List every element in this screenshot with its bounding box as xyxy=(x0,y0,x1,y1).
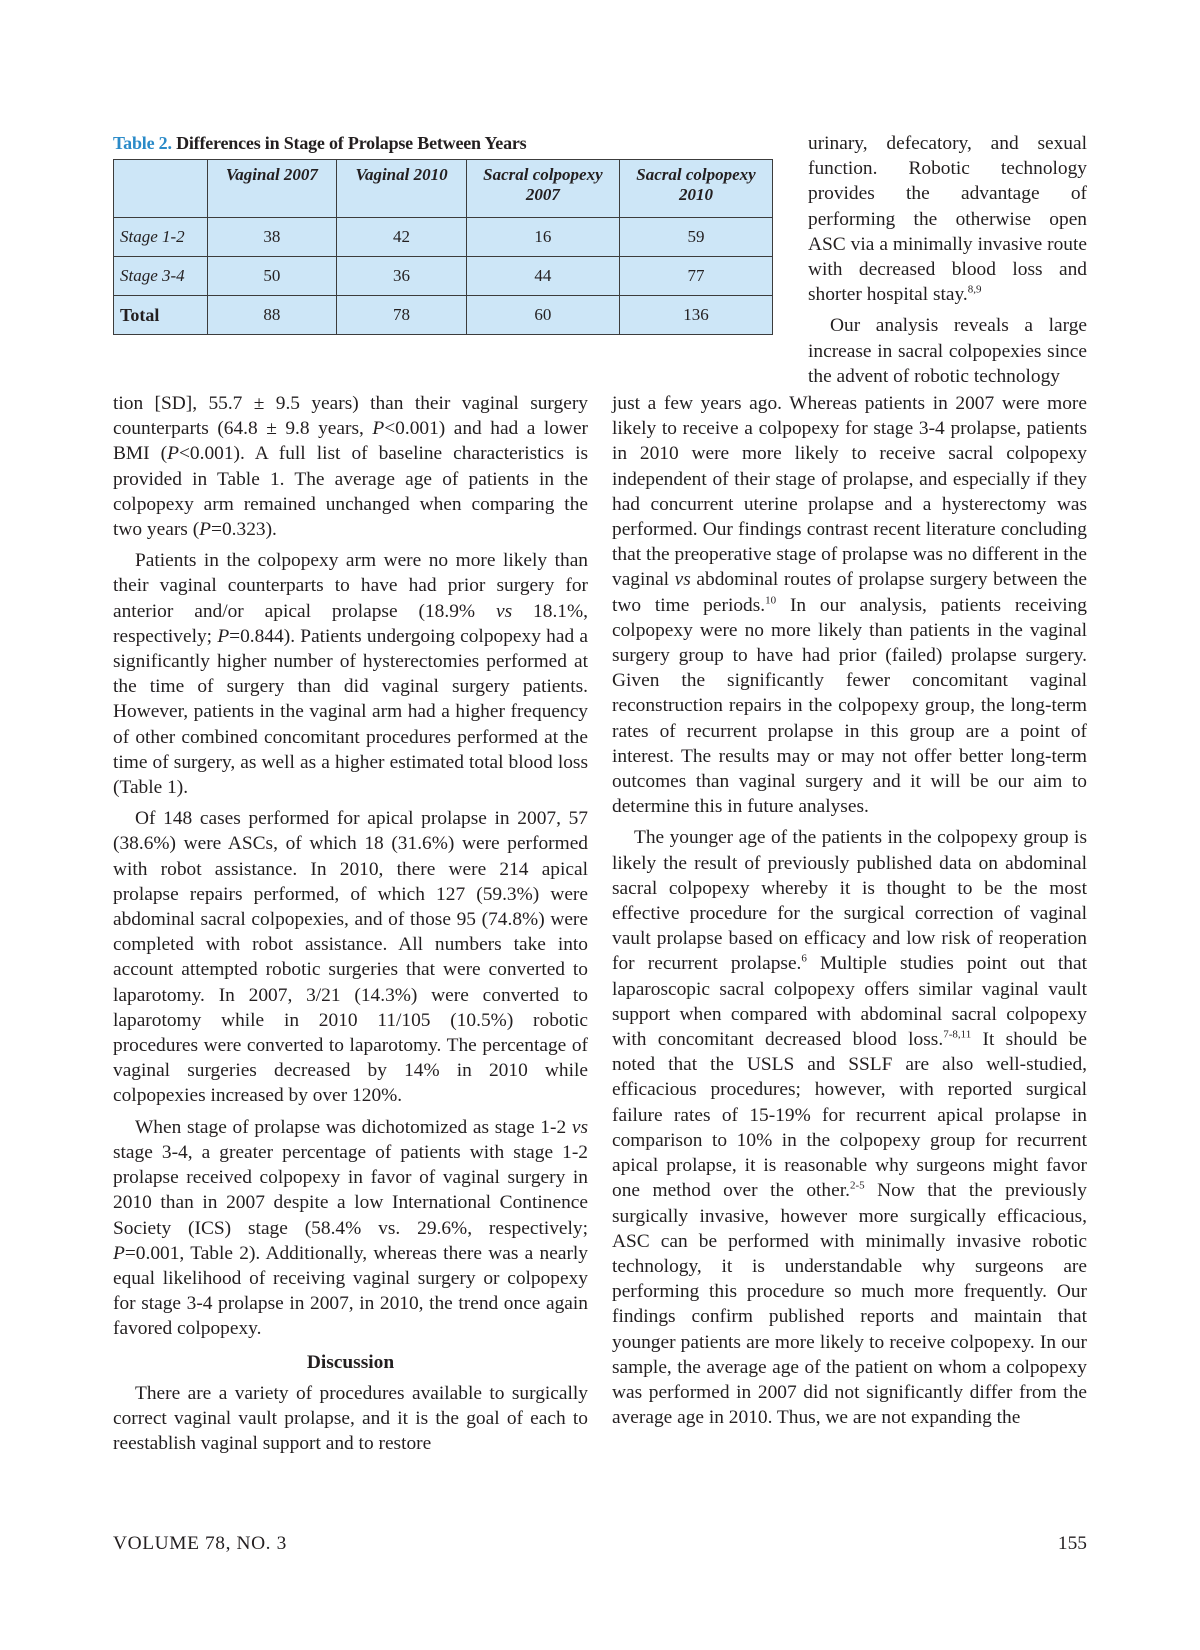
text-run: Now that the previously surgically invasive, however more surgically efficacious, ASC can be performed with minimally invasive robotic technology, it is understandable why surgeons are performing this procedure so much more frequently. Our findings confirm published reports and maintain that younger patients are more likely to receive colpopexy. In our sample, the average age of the patient on whom a colpopexy was performed in 2007 did not significantly differ from the average age in 2010. Thus, we are not expanding the xyxy=(612,1180,1087,1429)
page-number: 155 xyxy=(1057,1533,1087,1554)
table-cell: 44 xyxy=(466,257,619,296)
text-run: Multiple studies point out that laparoscopic sacral colpopexy offers similar vaginal vault support when compared with abdominal sacral colpopexy with concomitant decreased blood loss. xyxy=(612,953,1087,1051)
table-cell: 136 xyxy=(619,296,772,335)
right-column xyxy=(612,391,1087,1430)
versus: vs xyxy=(495,600,513,622)
text-run: It should be noted that the USLS and SSLF are also well-studied, efficacious procedures; however, with reported surgical failure rates of 15-19% for recurrent apical prolapse in comparison to 10% in the colpopexy group for recurrent apical prolapse, it is reasonable why surgeons might favor one method over the other. xyxy=(612,1029,1088,1202)
citation: 8,9 xyxy=(967,283,982,296)
citation: 7-8,11 xyxy=(943,1028,972,1041)
text-run: <0.001). A full list of baseline characteristics is provided in Table 1. The average age of patients in the colpopexy arm remained unchanged when comparing the two years ( xyxy=(113,443,589,541)
text-run: In our analysis, patients receiving colpopexy were no more likely than patients in the vaginal surgery group to have had prior (failed) prolapse surgery. Given the significantly fewer concomitant vaginal reconstruction repairs in the colpopexy group, the long-term rates of recurrent prolapse in this group are a point of interest. The results may or may not offer better long-term outcomes than vaginal surgery and it will be our aim to determine this in future analyses. xyxy=(612,594,1087,818)
text-run: =0.844). Patients undergoing colpopexy had a significantly higher number of hysterectomies performed at the time of surgery than did vaginal surgery patients. However, patients in the vaginal arm had a higher frequency of other combined concomitant procedures performed at the time of surgery, as well as a higher estimated total blood loss (Table 1). xyxy=(113,625,588,799)
text-run: urinary, defecatory, and sexual function. Robotic technology provides the advantage of performing the otherwise open ASC via a minimally invasive route with decreased blood loss and shorter hospital stay. xyxy=(808,133,1087,306)
table-cell: 36 xyxy=(337,257,467,296)
table-2 xyxy=(113,133,773,335)
table-row xyxy=(114,257,773,296)
table-caption xyxy=(113,133,773,154)
table-cell: 60 xyxy=(466,296,619,335)
col-header: Sacral colpopexy 2007 xyxy=(466,160,619,218)
stat-symbol: P xyxy=(199,519,212,541)
text-run: Patients in the colpopexy arm were no more likely than their vaginal counterparts to have had prior surgery for anterior and/or apical prolapse (18.9% xyxy=(113,550,588,622)
paragraph xyxy=(612,391,1087,819)
text-run: <0.001) and had a lower BMI ( xyxy=(113,418,589,465)
table-cell: 77 xyxy=(619,257,772,296)
paragraph: There are a variety of procedures available to surgically correct vaginal vault prolapse, and it is the goal of each to reestablish vaginal support and to restore xyxy=(113,1382,588,1455)
section-heading: Discussion xyxy=(306,1351,395,1373)
text-run: =0.323). xyxy=(211,519,277,541)
table-cell: 50 xyxy=(207,257,337,296)
versus: vs xyxy=(674,569,691,591)
table-total-row xyxy=(114,296,773,335)
table-row xyxy=(114,218,773,257)
table-cell: 59 xyxy=(619,218,772,257)
table-cell: 38 xyxy=(207,218,337,257)
text-run: stage 3-4, a greater percentage of patients with stage 1-2 prolapse received colpopexy in favor of vaginal surgery in 2010 than in 2007 despite a low International Continence Society (ICS) stage (58.4% vs. 29.6%, respectively; xyxy=(113,1141,588,1239)
paragraph xyxy=(612,825,1087,1430)
left-column xyxy=(113,391,588,1456)
stat-symbol: P xyxy=(372,418,385,440)
stat-symbol: P xyxy=(113,1242,125,1264)
text-run: The younger age of the patients in the colpopexy group is likely the result of previously published data on abdominal sacral colpopexy whereby it is thought to be the most effective procedure for the surgical correction of vaginal vault prolapse based on efficacy and low risk of reoperation for recurrent prolapse. xyxy=(612,827,1087,975)
paragraph xyxy=(113,548,588,800)
text-run: 18.1%, respectively; xyxy=(113,600,588,647)
paragraph xyxy=(113,391,588,542)
table-cell: 88 xyxy=(207,296,337,335)
row-header: Stage 1-2 xyxy=(114,218,208,257)
paragraph xyxy=(113,1115,588,1342)
versus: vs xyxy=(571,1116,588,1138)
right-column-top xyxy=(808,131,1087,389)
prolapse-stage-table xyxy=(113,159,773,335)
citation: 6 xyxy=(801,953,807,965)
text-run: just a few years ago. Whereas patients in 2007 were more likely to receive a colpopexy for stage 3-4 prolapse, patients in 2010 were more likely to receive sacral colpopexy independent of their stage of prolapse, and especially if they had concurrent uterine prolapse and a hysterectomy was performed. Our findings contrast recent literature concluding that the preoperative stage of prolapse was no different in the vaginal xyxy=(612,393,1087,591)
stat-symbol: P xyxy=(167,443,179,465)
text-run: tion [SD], 55.7 ± 9.5 years) than their vaginal surgery counterparts (64.8 ± 9.8 years, xyxy=(113,393,588,440)
row-header: Total xyxy=(114,296,208,335)
table-label: Table 2. xyxy=(113,133,172,153)
col-header: Sacral colpopexy 2010 xyxy=(619,160,772,218)
citation: 10 xyxy=(765,594,777,607)
paragraph xyxy=(808,131,1087,307)
text-run: =0.001, Table 2). Additionally, whereas there was a nearly equal likelihood of receiving vaginal surgery or colpopexy for stage 3-4 prolapse in 2007, in 2010, the trend once again favored colpopexy. xyxy=(113,1242,588,1340)
table-cell: 42 xyxy=(337,218,467,257)
table-cell: 16 xyxy=(466,218,619,257)
paragraph: Our analysis reveals a large increase in sacral colpopexies since the advent of robotic technology xyxy=(808,315,1087,387)
text-run: When stage of prolapse was dichotomized as stage 1-2 xyxy=(135,1116,572,1138)
row-header: Stage 3-4 xyxy=(114,257,208,296)
paragraph: Of 148 cases performed for apical prolapse in 2007, 57 (38.6%) were ASCs, of which 18 (31.6%) were performed with robot assistance. In 2010, there were 214 apical prolapse repairs performed, of which 127 (59.3%) were abdominal sacral colpopexies, and of those 95 (74.8%) were completed with robot assistance. All numbers take into account attempted robotic surgeries that were converted to laparotomy. In 2007, 3/21 (14.3%) were converted to laparotomy while in 2010 11/105 (10.5%) robotic procedures were converted to laparotomy. The percentage of vaginal surgeries decreased by 14% in 2010 while colpopexies increased by over 120%. xyxy=(113,808,588,1107)
col-header: Vaginal 2010 xyxy=(337,160,467,218)
table-cell: 78 xyxy=(337,296,467,335)
citation: 2-5 xyxy=(849,1179,865,1192)
journal-volume: VOLUME 78, NO. 3 xyxy=(113,1533,287,1554)
table-corner-cell xyxy=(114,160,208,218)
col-header: Vaginal 2007 xyxy=(207,160,337,218)
table-header-row xyxy=(114,160,773,218)
table-title: Differences in Stage of Prolapse Between Years xyxy=(176,133,527,153)
stat-symbol: P xyxy=(217,625,230,647)
text-run: abdominal routes of prolapse surgery between the two time periods. xyxy=(612,569,1088,616)
